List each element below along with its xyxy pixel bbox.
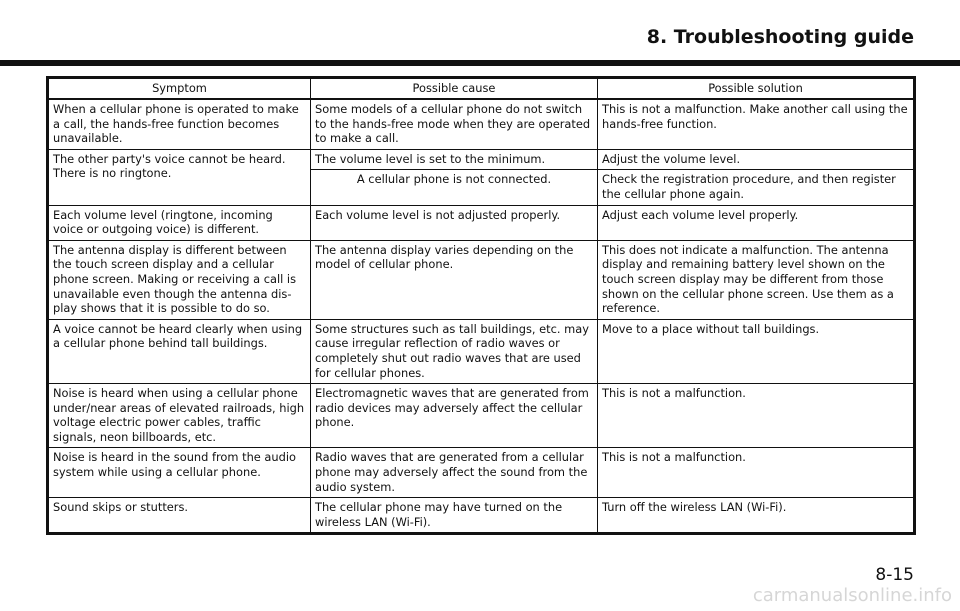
symptom-cell: Sound skips or stutters. xyxy=(48,498,311,534)
troubleshooting-table-container xyxy=(46,76,913,535)
cause-cell: Some models of a cellular phone do not switch to the hands-free mode when they are operated to make a call. xyxy=(311,99,598,149)
table-row xyxy=(48,448,915,498)
table-row xyxy=(48,384,915,448)
cause-cell: The antenna display varies depending on the model of cellular phone. xyxy=(311,240,598,319)
cause-cell: A cellular phone is not connected. xyxy=(311,170,598,205)
table-row xyxy=(48,319,915,383)
solution-cell: Adjust the volume level. xyxy=(598,149,915,170)
table-row xyxy=(48,99,915,149)
cause-cell: Some structures such as tall buildings, etc. may cause irregular reflection of radio waves or completely shut out radio waves that are used for cellular phones. xyxy=(311,319,598,383)
solution-cell: This is not a malfunction. xyxy=(598,448,915,498)
solution-cell: This is not a malfunction. Make another call using the hands-free function. xyxy=(598,99,915,149)
page-number: 8-15 xyxy=(875,565,914,585)
header-rule xyxy=(0,60,960,66)
symptom-cell: Each volume level (ringtone, incoming voice or outgoing voice) is different. xyxy=(48,205,311,240)
symptom-cell: The other party's voice cannot be heard. There is no ringtone. xyxy=(48,149,311,205)
table-row xyxy=(48,149,915,170)
symptom-cell: Noise is heard when using a cellular phone under/near areas of elevated railroads, high voltage electric power cables, traffic signals, neon billboards, etc. xyxy=(48,384,311,448)
column-header-symptom: Symptom xyxy=(48,78,311,100)
symptom-cell: When a cellular phone is operated to make a call, the hands-free function becomes unavailable. xyxy=(48,99,311,149)
cause-cell: Electromagnetic waves that are generated from radio devices may adversely affect the cellular phone. xyxy=(311,384,598,448)
column-header-possible-solution: Possible solution xyxy=(598,78,915,100)
symptom-cell: The antenna display is different between the touch screen display and a cellular phone screen. Making or receiving a call is unavailable even though the antenna dis-play shows that it is possible to do so. xyxy=(48,240,311,319)
solution-cell: Check the registration procedure, and then register the cellular phone again. xyxy=(598,170,915,205)
cause-cell: The volume level is set to the minimum. xyxy=(311,149,598,170)
table-row xyxy=(48,240,915,319)
solution-cell: Adjust each volume level properly. xyxy=(598,205,915,240)
symptom-cell: Noise is heard in the sound from the audio system while using a cellular phone. xyxy=(48,448,311,498)
column-header-possible-cause: Possible cause xyxy=(311,78,598,100)
solution-cell: Turn off the wireless LAN (Wi-Fi). xyxy=(598,498,915,534)
watermark: carmanualsonline.info xyxy=(752,585,952,606)
table-row xyxy=(48,498,915,534)
solution-cell: This does not indicate a malfunction. The antenna display and remaining battery level shown on the touch screen display may be different from those shown on the cellular phone screen. Use them as a reference. xyxy=(598,240,915,319)
section-title: 8. Troubleshooting guide xyxy=(646,26,914,48)
troubleshooting-table xyxy=(46,76,916,535)
table-header-row xyxy=(48,78,915,100)
solution-cell: This is not a malfunction. xyxy=(598,384,915,448)
table-row xyxy=(48,205,915,240)
cause-cell: The cellular phone may have turned on the wireless LAN (Wi-Fi). xyxy=(311,498,598,534)
cause-cell: Each volume level is not adjusted properly. xyxy=(311,205,598,240)
cause-cell: Radio waves that are generated from a cellular phone may adversely affect the sound from the audio system. xyxy=(311,448,598,498)
symptom-cell: A voice cannot be heard clearly when using a cellular phone behind tall buildings. xyxy=(48,319,311,383)
solution-cell: Move to a place without tall buildings. xyxy=(598,319,915,383)
